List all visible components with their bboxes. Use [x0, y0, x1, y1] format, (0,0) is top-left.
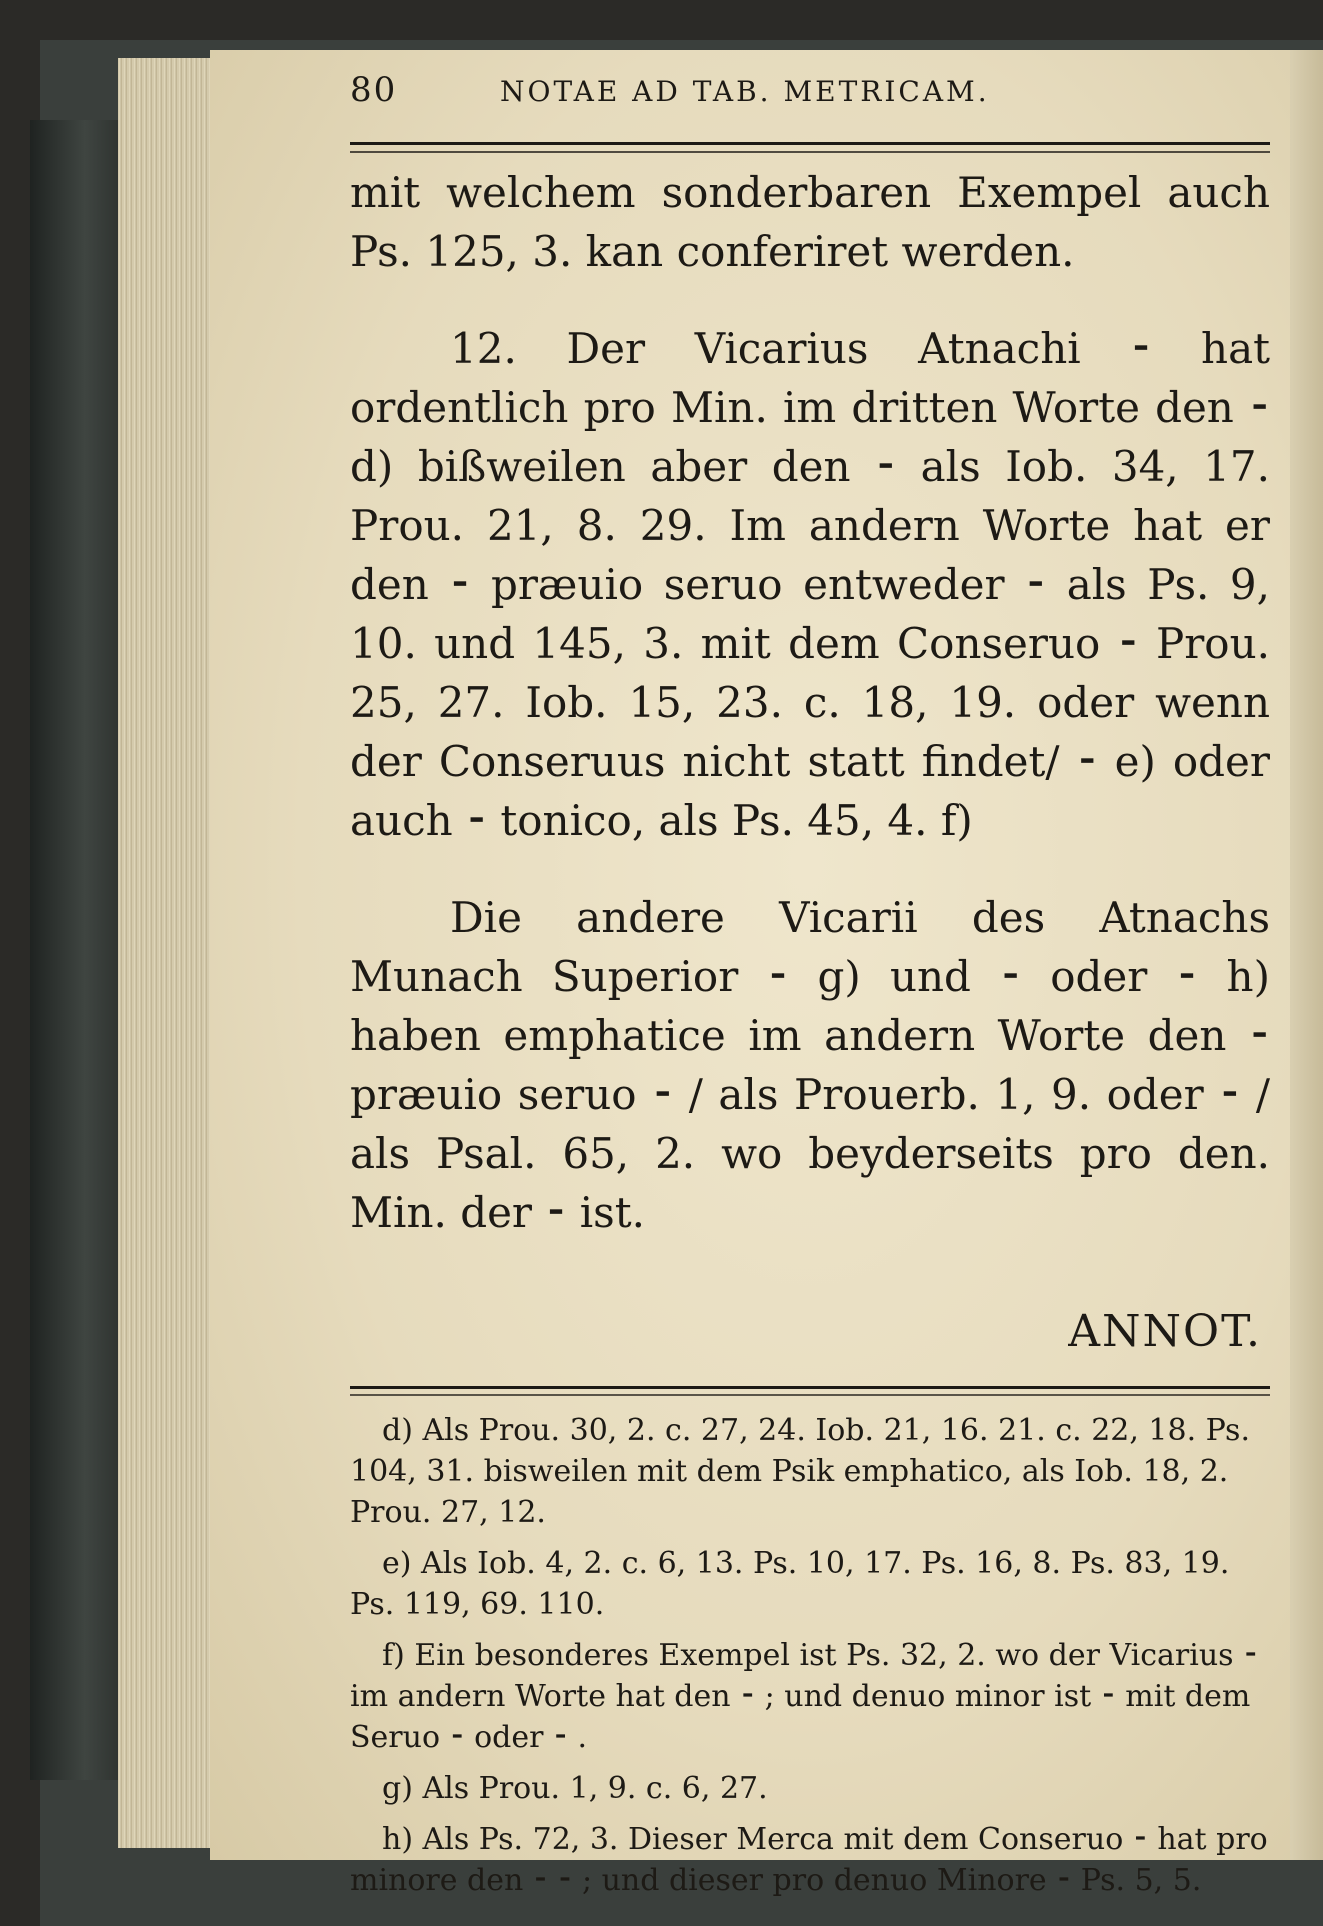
header-rule	[350, 142, 1270, 145]
paragraph-3: Die andere Vicarii des Atnachs Munach Superior ⁃ g) und ⁃ oder ⁃ h) haben emphatice im andern Worte den ⁃ præuio seruo ⁃ / als Prouerb. 1, 9. oder ⁃ / als Psal. 65, 2. wo beyderseits pro den. Min. der ⁃ ist.	[350, 893, 1270, 1237]
main-text	[350, 163, 1270, 1242]
footnote-e: e) Als Iob. 4, 2. c. 6, 13. Ps. 10, 17. Ps. 16, 8. Ps. 83, 19. Ps. 119, 69. 110.	[350, 1546, 1230, 1622]
paragraph-2: 12. Der Vicarius Atnachi ⁃ hat ordentlich pro Min. im dritten Worte den ⁃ d) bißweilen aber den ⁃ als Iob. 34, 17. Prou. 21, 8. 29. Im andern Worte hat er den ⁃ præuio seruo entweder ⁃ als Ps. 9, 10. und 145, 3. mit dem Conseruo ⁃ Prou. 25, 27. Iob. 15, 23. c. 18, 19. oder wenn der Conseruus nicht statt findet/ ⁃ e) oder auch ⁃ tonico, als Ps. 45, 4. f)	[350, 324, 1270, 845]
footnote-h: h) Als Ps. 72, 3. Dieser Merca mit dem Conseruo ⁃ hat pro minore den ⁃ ⁃ ; und dieser pro denuo Minore ⁃ Ps. 5, 5.	[350, 1822, 1268, 1898]
page-number: 80	[350, 70, 398, 110]
page-right-edge	[1290, 50, 1323, 1860]
page-content	[350, 70, 1270, 1911]
footnote-d: d) Als Prou. 30, 2. c. 27, 24. Iob. 21, 16. 21. c. 22, 18. Ps. 104, 31. bisweilen mit dem Psik emphatico, als Iob. 18, 2. Prou. 27, 12.	[350, 1413, 1250, 1530]
footnotes	[350, 1410, 1270, 1901]
page-header	[350, 70, 1270, 116]
footnote-rule-secondary	[350, 1394, 1270, 1396]
footnote-rule	[350, 1386, 1270, 1389]
catchword: ANNOT.	[1068, 1306, 1262, 1357]
paragraph-1: mit welchem sonderbaren Exempel auch Ps. 125, 3. kan conferiret werden.	[350, 168, 1270, 276]
footnote-g: g) Als Prou. 1, 9. c. 6, 27.	[382, 1771, 768, 1806]
header-rule-secondary	[350, 151, 1270, 153]
book-spine-edge	[30, 120, 130, 1780]
footnote-f: f) Ein besonderes Exempel ist Ps. 32, 2. wo der Vicarius ⁃ im andern Worte hat den ⁃ ; und denuo minor ist ⁃ mit dem Seruo ⁃ oder ⁃ .	[350, 1638, 1259, 1755]
running-title: NOTAE AD TAB. METRICAM.	[500, 75, 990, 108]
